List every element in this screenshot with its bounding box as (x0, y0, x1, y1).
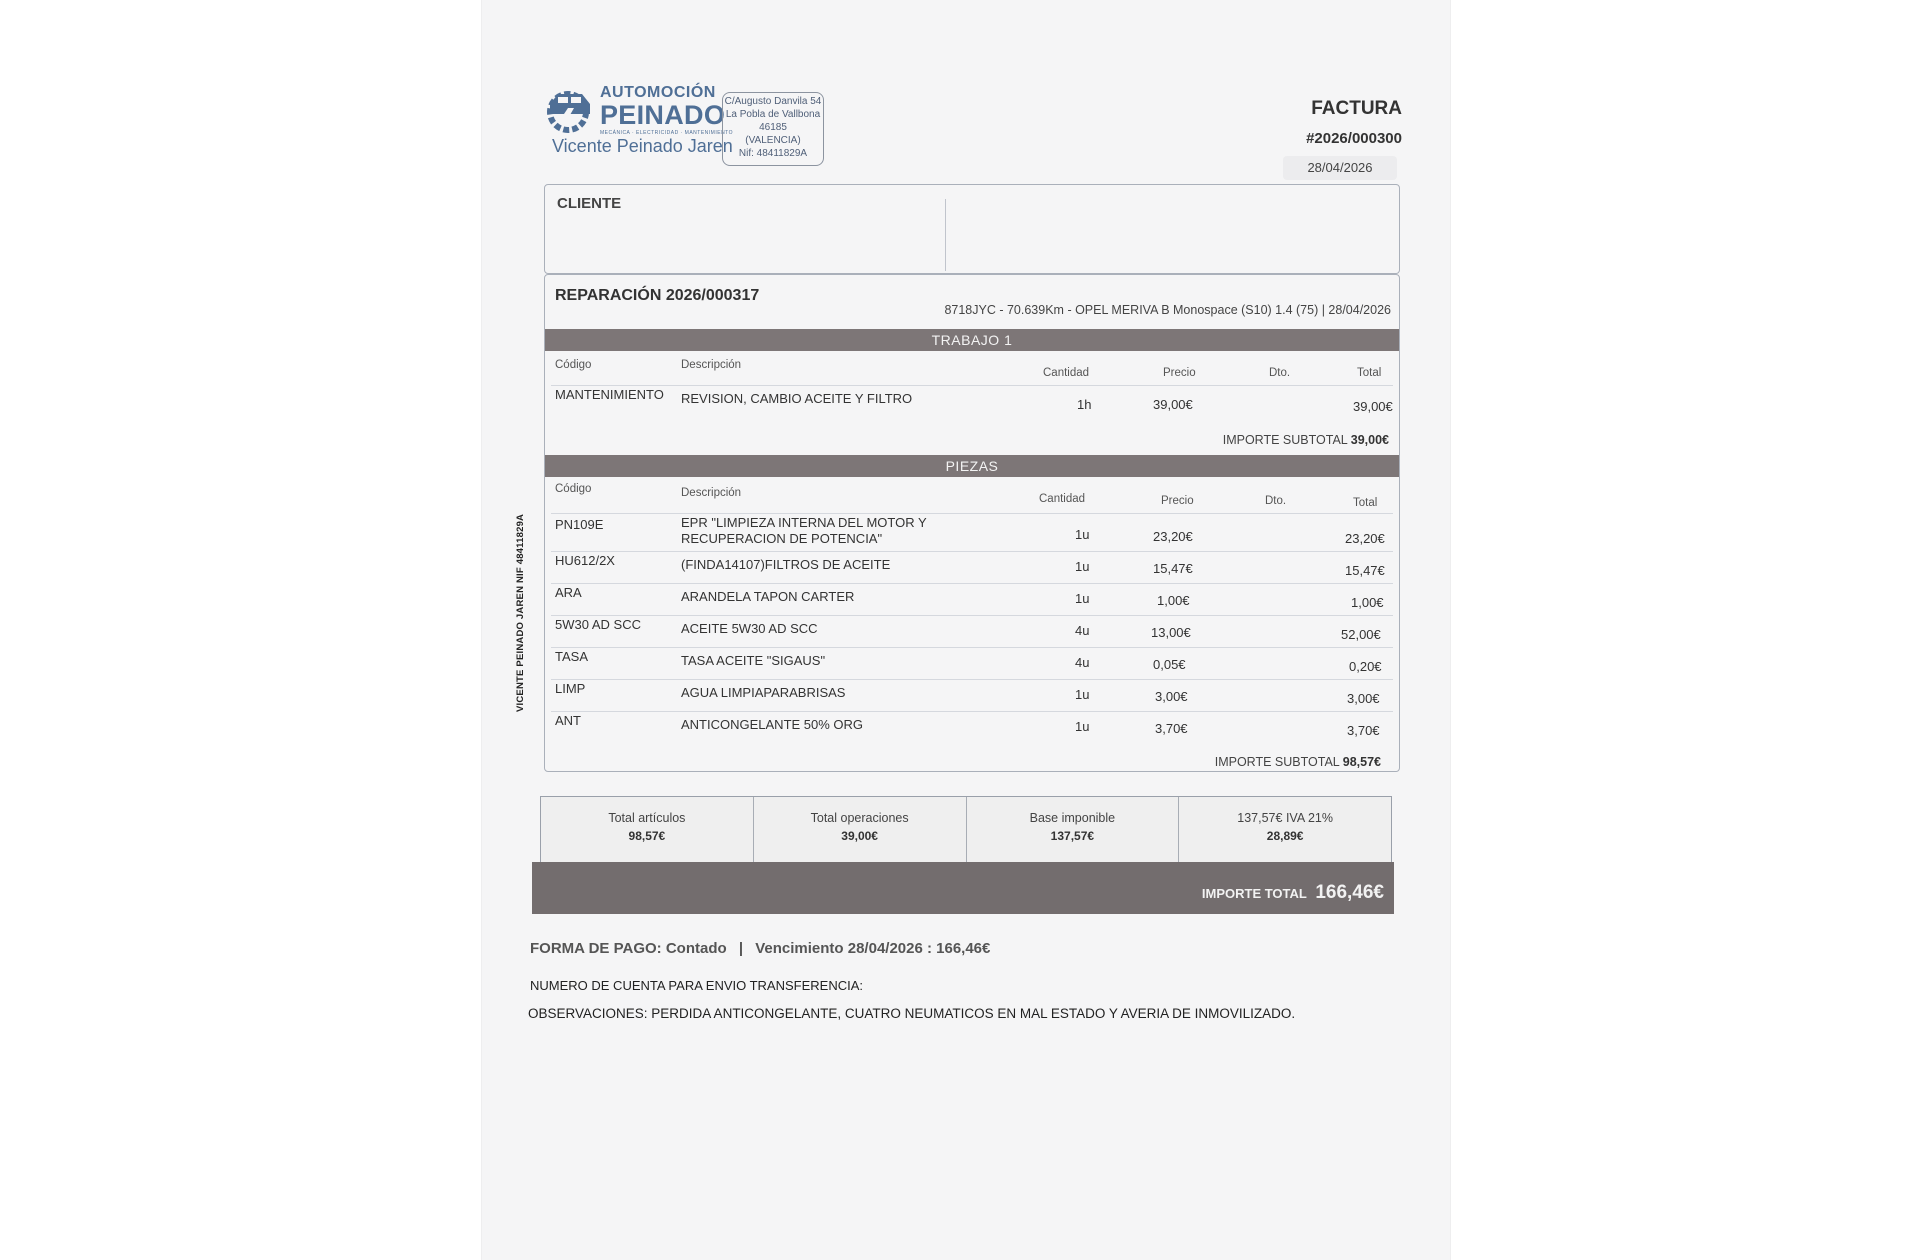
part-price: 23,20€ (1153, 529, 1193, 544)
part-code: ANT (555, 713, 581, 728)
repair-title: REPARACIÓN 2026/000317 (555, 287, 760, 304)
payment-line (530, 940, 990, 957)
company-address (722, 92, 824, 166)
total-operations-label: Total operaciones (810, 811, 909, 825)
part-desc: (FINDA14107)FILTROS DE ACEITE (681, 557, 891, 572)
car-gear-logo-icon (544, 82, 596, 134)
iva-label: 137,57€ IVA 21% (1237, 811, 1333, 825)
part-total: 3,70€ (1347, 723, 1380, 738)
invoice-header (1260, 98, 1402, 147)
part-total: 1,00€ (1351, 595, 1384, 610)
part-desc: ACEITE 5W30 AD SCC (681, 621, 818, 636)
part-qty: 1u (1075, 719, 1090, 734)
client-label: CLIENTE (557, 195, 622, 212)
row-separator (551, 583, 1393, 584)
company-tagline: MECÁNICA · ELECTRICIDAD · MANTENIMIENTO (600, 130, 734, 136)
col-header-price: Precio (1161, 495, 1194, 507)
part-total: 0,20€ (1349, 659, 1382, 674)
payment-separator: | (738, 940, 744, 957)
part-qty: 1u (1075, 559, 1090, 574)
total-articles-label: Total artículos (608, 811, 686, 825)
col-header-price: Precio (1163, 367, 1196, 379)
part-price: 0,05€ (1153, 657, 1186, 672)
company-owner: Vicente Peinado Jaren (552, 136, 733, 156)
col-header-total: Total (1353, 497, 1378, 509)
company-logo (544, 78, 734, 164)
invoice-number: #2026/000300 (1306, 130, 1402, 147)
parts-subtotal (1215, 755, 1381, 769)
col-header-disc: Dto. (1269, 367, 1291, 379)
part-price: 1,00€ (1157, 593, 1190, 608)
iva (1179, 797, 1391, 862)
col-header-code: Código (555, 359, 592, 371)
part-desc: AGUA LIMPIAPARABRISAS (681, 685, 846, 700)
part-price: 3,70€ (1155, 721, 1188, 736)
total-articles (541, 797, 754, 862)
tax-base-label: Base imponible (1029, 811, 1116, 825)
part-code: ARA (555, 585, 582, 600)
col-header-code: Código (555, 483, 592, 495)
col-header-qty: Cantidad (1039, 493, 1086, 505)
address-line: La Pobla de Vallbona (725, 109, 821, 120)
iva-value: 28,89€ (1266, 829, 1304, 843)
totals-box (532, 796, 1392, 914)
part-price: 3,00€ (1155, 689, 1188, 704)
col-header-total: Total (1357, 367, 1382, 379)
part-desc-line2: RECUPERACION DE POTENCIA" (681, 531, 883, 546)
part-code: 5W30 AD SCC (555, 617, 641, 632)
tax-base (967, 797, 1180, 862)
payment-method-label: FORMA DE PAGO: (530, 940, 662, 957)
grand-total-value: 166,46€ (1315, 882, 1384, 903)
part-desc: TASA ACEITE "SIGAUS" (681, 653, 826, 668)
invoice-title: FACTURA (1311, 98, 1402, 119)
address-line: Nif: 48411829A (738, 148, 808, 159)
part-qty: 4u (1075, 655, 1090, 670)
row-separator (551, 711, 1393, 712)
part-code: HU612/2X (555, 553, 615, 568)
part-desc: EPR "LIMPIEZA INTERNA DEL MOTOR Y (681, 515, 927, 530)
part-code: PN109E (555, 517, 604, 532)
vehicle-info: 8718JYC - 70.639Km - OPEL MERIVA B Monospace (S10) 1.4 (75) | 28/04/2026 (944, 303, 1391, 317)
labor-subtotal-value: 39,00€ (1350, 433, 1389, 447)
part-code: LIMP (555, 681, 586, 696)
payment-method-value: Contado (665, 940, 727, 957)
address-line: 46185 (759, 122, 787, 133)
bank-account-line: NUMERO DE CUENTA PARA ENVIO TRANSFERENCIA: (530, 978, 863, 993)
parts-subtotal-label: IMPORTE SUBTOTAL (1214, 755, 1340, 769)
part-total: 3,00€ (1347, 691, 1380, 706)
row-separator (551, 679, 1393, 680)
row-separator (551, 385, 1393, 386)
labor-total: 39,00€ (1353, 399, 1393, 414)
address-line: (VALENCIA) (745, 135, 801, 146)
observations: OBSERVACIONES: PERDIDA ANTICONGELANTE, CUATRO NEUMATICOS EN MAL ESTADO Y AVERIA DE INMOVILIZADO. (528, 1006, 1296, 1021)
parts-band: PIEZAS (545, 455, 1399, 477)
row-separator (551, 647, 1393, 648)
company-name-top: AUTOMOCIÓN (600, 84, 716, 101)
address-line: C/Augusto Danvila 54 (724, 96, 822, 107)
part-desc: ANTICONGELANTE 50% ORG (681, 717, 864, 732)
total-articles-value: 98,57€ (628, 829, 666, 843)
labor-subtotal-label: IMPORTE SUBTOTAL (1222, 433, 1348, 447)
col-header-desc: Descripción (681, 487, 742, 499)
labor-band: TRABAJO 1 (545, 329, 1399, 351)
grand-total (532, 862, 1394, 914)
labor-price: 39,00€ (1153, 397, 1193, 412)
part-total: 23,20€ (1345, 531, 1385, 546)
labor-code: MANTENIMIENTO (555, 387, 664, 402)
parts-subtotal-value: 98,57€ (1342, 755, 1381, 769)
part-price: 15,47€ (1153, 561, 1193, 576)
client-box (544, 184, 1400, 274)
labor-qty: 1h (1077, 397, 1092, 412)
part-total: 52,00€ (1341, 627, 1381, 642)
part-qty: 1u (1075, 591, 1090, 606)
client-divider (945, 199, 946, 271)
part-qty: 4u (1075, 623, 1090, 638)
grand-total-label: IMPORTE TOTAL (1201, 886, 1307, 901)
repair-box (544, 274, 1400, 772)
part-code: TASA (555, 649, 588, 664)
part-desc: ARANDELA TAPON CARTER (681, 589, 855, 604)
side-nif-text: VICENTE PEINADO JAREN NIF 48411829A (515, 513, 526, 712)
total-operations (754, 797, 967, 862)
labor-subtotal (1223, 433, 1389, 447)
labor-desc: REVISION, CAMBIO ACEITE Y FILTRO (681, 391, 913, 406)
part-qty: 1u (1075, 527, 1090, 542)
col-header-desc: Descripción (681, 359, 742, 371)
tax-base-value: 137,57€ (1050, 829, 1095, 843)
total-operations-value: 39,00€ (841, 829, 878, 843)
payment-due: Vencimiento 28/04/2026 : 166,46€ (755, 940, 991, 957)
row-separator (551, 551, 1393, 552)
part-total: 15,47€ (1345, 563, 1385, 578)
invoice-date: 28/04/2026 (1283, 156, 1397, 180)
row-separator (551, 513, 1393, 514)
col-header-qty: Cantidad (1043, 367, 1090, 379)
row-separator (551, 615, 1393, 616)
part-qty: 1u (1075, 687, 1090, 702)
company-name-main: PEINADO (600, 100, 726, 130)
totals-summary (540, 796, 1392, 862)
col-header-disc: Dto. (1265, 495, 1287, 507)
part-price: 13,00€ (1151, 625, 1191, 640)
